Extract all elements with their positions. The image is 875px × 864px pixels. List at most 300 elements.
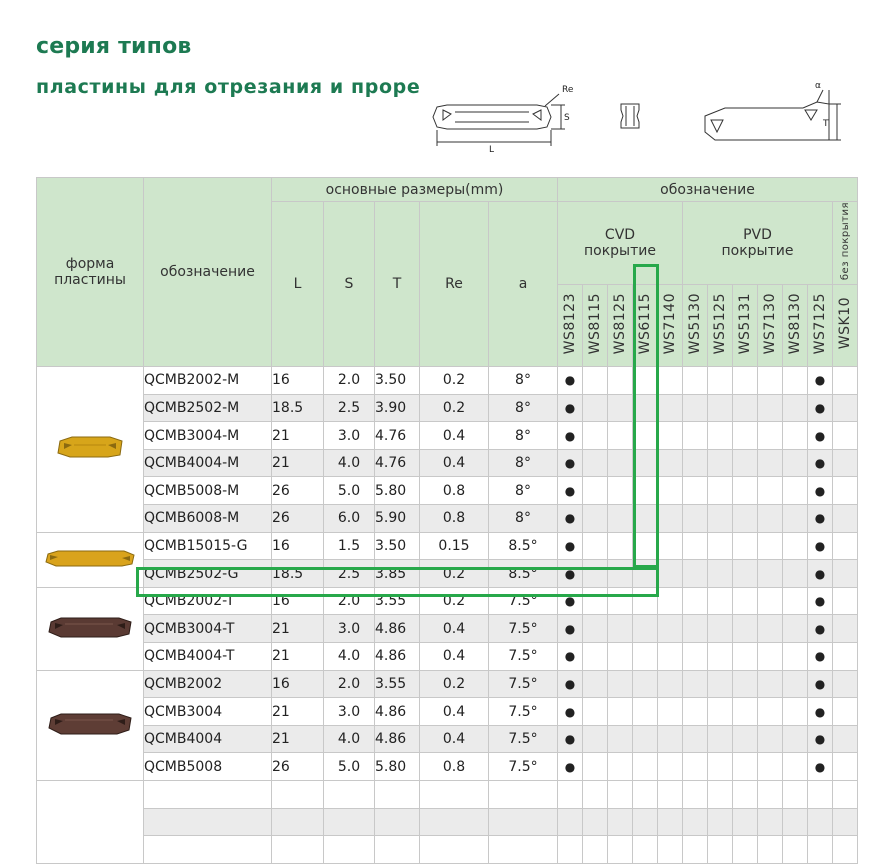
- dim-L-cell: 21: [272, 698, 324, 726]
- dim-Re-cell: 0.4: [420, 449, 489, 477]
- dim-T-cell: 4.86: [375, 725, 420, 753]
- grade-mark-cell: [608, 670, 633, 698]
- grade-mark-cell: ●: [808, 505, 833, 533]
- insert-shape-cell: [37, 670, 144, 780]
- grade-mark-cell: [633, 670, 658, 698]
- grade-mark-cell: [708, 422, 733, 450]
- grade-mark-cell: [833, 532, 858, 560]
- insert-spec-body: [37, 367, 858, 864]
- grade-mark-cell: [708, 449, 733, 477]
- empty-row: [37, 808, 858, 836]
- dim-L-cell: 16: [272, 587, 324, 615]
- grade-mark-cell: [758, 560, 783, 588]
- grade-mark-cell: [608, 615, 633, 643]
- pvd-header: PVD покрытие: [683, 202, 833, 285]
- dim-L-cell: 26: [272, 477, 324, 505]
- grade-mark-cell: [633, 367, 658, 395]
- grade-mark-cell: [758, 422, 783, 450]
- dim-a-cell: 8°: [489, 477, 558, 505]
- grade-mark-cell: [583, 698, 608, 726]
- grade-mark-cell: [758, 587, 783, 615]
- table-row: [37, 587, 858, 615]
- end-view-drawing: [621, 104, 639, 128]
- grade-mark-cell: [833, 753, 858, 781]
- grade-mark-cell: [758, 449, 783, 477]
- grade-mark-cell: [583, 725, 608, 753]
- grade-header: WS8130: [787, 292, 803, 355]
- grade-mark-cell: [783, 532, 808, 560]
- designation-cell: QCMB15015-G: [144, 532, 272, 560]
- grade-mark-cell: [833, 505, 858, 533]
- dim-T-cell: 4.76: [375, 422, 420, 450]
- dim-S-cell: 6.0: [324, 505, 375, 533]
- grade-mark-cell: [683, 532, 708, 560]
- dim-header-a: a: [489, 202, 558, 367]
- brown-insert-image: [47, 613, 133, 641]
- designation-cell: QCMB5008-M: [144, 477, 272, 505]
- grade-mark-cell: [583, 505, 608, 533]
- grade-mark-cell: [658, 670, 683, 698]
- grade-mark-cell: [583, 532, 608, 560]
- grade-mark-cell: [683, 367, 708, 395]
- grade-mark-cell: ●: [558, 725, 583, 753]
- grade-mark-cell: [758, 394, 783, 422]
- insert-dimension-drawings: [425, 80, 865, 160]
- grade-mark-cell: ●: [808, 367, 833, 395]
- l-label: L: [489, 145, 495, 155]
- designation-cell: QCMB2002-M: [144, 367, 272, 395]
- dim-T-cell: 3.50: [375, 367, 420, 395]
- dim-S-cell: 2.0: [324, 670, 375, 698]
- dim-Re-cell: 0.2: [420, 587, 489, 615]
- grade-mark-cell: [658, 725, 683, 753]
- designation-cell: QCMB6008-M: [144, 505, 272, 533]
- grade-mark-cell: [733, 560, 758, 588]
- grade-mark-cell: [683, 394, 708, 422]
- dim-T-cell: 3.55: [375, 670, 420, 698]
- grade-mark-cell: [833, 615, 858, 643]
- grade-mark-cell: [783, 394, 808, 422]
- dim-a-cell: 8.5°: [489, 532, 558, 560]
- designation-cell: QCMB2002: [144, 670, 272, 698]
- grade-mark-cell: [833, 643, 858, 671]
- grade-mark-cell: [733, 587, 758, 615]
- grade-mark-cell: [833, 560, 858, 588]
- grade-mark-cell: [583, 449, 608, 477]
- grade-mark-cell: [633, 753, 658, 781]
- grade-mark-cell: [833, 698, 858, 726]
- table-row: [37, 477, 858, 505]
- grade-mark-cell: ●: [558, 449, 583, 477]
- dim-S-cell: 3.0: [324, 615, 375, 643]
- grade-header: WS7140: [662, 292, 678, 355]
- grade-header: WSK10: [837, 297, 853, 350]
- grade-mark-cell: [833, 725, 858, 753]
- dim-T-cell: 5.80: [375, 477, 420, 505]
- grade-mark-cell: [708, 725, 733, 753]
- dim-S-cell: 5.0: [324, 477, 375, 505]
- dim-Re-cell: 0.8: [420, 753, 489, 781]
- grade-mark-cell: [608, 753, 633, 781]
- grade-mark-cell: [833, 449, 858, 477]
- grade-mark-cell: [758, 698, 783, 726]
- dim-a-cell: 7.5°: [489, 698, 558, 726]
- designation-cell: QCMB4004-T: [144, 643, 272, 671]
- grade-mark-cell: [658, 753, 683, 781]
- grade-mark-cell: [758, 643, 783, 671]
- grade-mark-cell: [633, 643, 658, 671]
- grade-mark-cell: [833, 422, 858, 450]
- form-header: форма пластины: [37, 178, 144, 367]
- table-row: [37, 367, 858, 395]
- dim-T-cell: 4.86: [375, 698, 420, 726]
- grade-mark-cell: ●: [558, 505, 583, 533]
- dim-S-cell: 2.5: [324, 394, 375, 422]
- grade-mark-cell: [608, 560, 633, 588]
- grade-mark-cell: [633, 449, 658, 477]
- grade-mark-cell: [683, 422, 708, 450]
- grade-mark-cell: [608, 394, 633, 422]
- insert-spec-table: [36, 177, 858, 864]
- grade-mark-cell: [758, 753, 783, 781]
- grade-mark-cell: ●: [558, 560, 583, 588]
- dim-header-T: T: [375, 202, 420, 367]
- dim-a-cell: 8°: [489, 367, 558, 395]
- dim-a-cell: 7.5°: [489, 670, 558, 698]
- grade-mark-cell: [733, 698, 758, 726]
- grade-mark-cell: ●: [808, 643, 833, 671]
- grade-mark-cell: [683, 615, 708, 643]
- grade-mark-cell: [733, 532, 758, 560]
- grade-mark-cell: [733, 367, 758, 395]
- grade-mark-cell: ●: [808, 615, 833, 643]
- grade-mark-cell: ●: [808, 422, 833, 450]
- grade-mark-cell: [633, 394, 658, 422]
- table-row: [37, 449, 858, 477]
- empty-row: [37, 836, 858, 864]
- grade-header: WS7130: [762, 292, 778, 355]
- grade-mark-cell: [733, 477, 758, 505]
- grade-mark-cell: ●: [558, 367, 583, 395]
- grade-mark-cell: [683, 670, 708, 698]
- insert-shape-cell: [37, 367, 144, 533]
- table-row: [37, 753, 858, 781]
- alpha-label: α: [815, 81, 821, 91]
- grade-mark-cell: [583, 753, 608, 781]
- dim-Re-cell: 0.2: [420, 560, 489, 588]
- dim-a-cell: 8°: [489, 449, 558, 477]
- grade-mark-cell: ●: [558, 422, 583, 450]
- grade-header: WS8125: [612, 292, 628, 355]
- grade-mark-cell: [658, 560, 683, 588]
- yellow-insert-image: [54, 433, 126, 461]
- grade-mark-cell: [583, 477, 608, 505]
- grade-mark-cell: [583, 394, 608, 422]
- grade-mark-cell: [633, 615, 658, 643]
- grade-mark-cell: [783, 560, 808, 588]
- dim-T-cell: 4.76: [375, 449, 420, 477]
- grade-mark-cell: [833, 394, 858, 422]
- dim-a-cell: 7.5°: [489, 615, 558, 643]
- designation-cell: QCMB5008: [144, 753, 272, 781]
- grade-group-header: обозначение: [558, 178, 858, 202]
- grade-mark-cell: [658, 394, 683, 422]
- grade-mark-cell: [683, 753, 708, 781]
- grade-header: WS8115: [587, 292, 603, 355]
- grade-mark-cell: [833, 670, 858, 698]
- grade-mark-cell: ●: [558, 532, 583, 560]
- grade-header: WS5130: [687, 292, 703, 355]
- grade-mark-cell: [583, 643, 608, 671]
- main-dims-header: основные размеры(mm): [272, 178, 558, 202]
- designation-cell: QCMB2502-G: [144, 560, 272, 588]
- dim-a-cell: 8°: [489, 394, 558, 422]
- dim-a-cell: 8°: [489, 505, 558, 533]
- grade-header: WS8123: [562, 292, 578, 355]
- grade-mark-cell: [783, 449, 808, 477]
- grade-mark-cell: [683, 698, 708, 726]
- grade-mark-cell: [733, 615, 758, 643]
- designation-cell: QCMB2502-M: [144, 394, 272, 422]
- grade-mark-cell: [733, 643, 758, 671]
- grade-mark-cell: [708, 753, 733, 781]
- grade-mark-cell: ●: [808, 753, 833, 781]
- grade-mark-cell: ●: [808, 587, 833, 615]
- designation-cell: QCMB2002-T: [144, 587, 272, 615]
- dim-T-cell: 4.86: [375, 615, 420, 643]
- grade-mark-cell: ●: [558, 615, 583, 643]
- dim-S-cell: 5.0: [324, 753, 375, 781]
- dim-L-cell: 18.5: [272, 560, 324, 588]
- grade-mark-cell: [633, 560, 658, 588]
- grade-mark-cell: [833, 477, 858, 505]
- grade-mark-cell: [733, 670, 758, 698]
- dim-Re-cell: 0.8: [420, 505, 489, 533]
- grade-mark-cell: [733, 725, 758, 753]
- grade-mark-cell: [683, 560, 708, 588]
- grade-mark-cell: [608, 725, 633, 753]
- dim-L-cell: 21: [272, 422, 324, 450]
- re-label: Re: [562, 85, 574, 95]
- dim-L-cell: 16: [272, 670, 324, 698]
- designation-cell: QCMB3004: [144, 698, 272, 726]
- grade-mark-cell: [683, 449, 708, 477]
- dim-T-cell: 3.55: [375, 587, 420, 615]
- grade-mark-cell: [683, 477, 708, 505]
- grade-mark-cell: [608, 422, 633, 450]
- dim-T-cell: 3.50: [375, 532, 420, 560]
- dim-T-cell: 5.80: [375, 753, 420, 781]
- dim-S-cell: 4.0: [324, 643, 375, 671]
- dim-a-cell: 8°: [489, 422, 558, 450]
- grade-mark-cell: [783, 698, 808, 726]
- grade-mark-cell: [683, 505, 708, 533]
- grade-mark-cell: [658, 505, 683, 533]
- dim-S-cell: 1.5: [324, 532, 375, 560]
- grade-mark-cell: [708, 394, 733, 422]
- grade-mark-cell: [758, 615, 783, 643]
- insert-shape-cell: [37, 532, 144, 587]
- grade-mark-cell: ●: [808, 560, 833, 588]
- dim-S-cell: 2.0: [324, 587, 375, 615]
- dim-L-cell: 16: [272, 367, 324, 395]
- grade-mark-cell: [658, 587, 683, 615]
- yellow-insert-image: [44, 546, 136, 570]
- grade-mark-cell: [583, 422, 608, 450]
- table-row: [37, 505, 858, 533]
- grade-mark-cell: ●: [558, 698, 583, 726]
- grade-mark-cell: [658, 477, 683, 505]
- grade-mark-cell: [733, 422, 758, 450]
- brown-insert-image: [47, 708, 133, 738]
- uncoated-header: без покрытия: [833, 202, 858, 285]
- grade-mark-cell: ●: [808, 394, 833, 422]
- grade-mark-cell: [783, 643, 808, 671]
- grade-mark-cell: [633, 505, 658, 533]
- t-label: T: [823, 119, 829, 129]
- dim-a-cell: 7.5°: [489, 587, 558, 615]
- grade-mark-cell: [833, 587, 858, 615]
- grade-mark-cell: [608, 532, 633, 560]
- designation-cell: QCMB3004-T: [144, 615, 272, 643]
- table-row: [37, 670, 858, 698]
- grade-mark-cell: ●: [808, 725, 833, 753]
- grade-header: WS7125: [812, 292, 828, 355]
- grade-mark-cell: ●: [808, 449, 833, 477]
- grade-header: WS5125: [712, 292, 728, 355]
- grade-mark-cell: [608, 477, 633, 505]
- table-row: [37, 532, 858, 560]
- grade-mark-cell: [708, 477, 733, 505]
- grade-mark-cell: [633, 587, 658, 615]
- grade-mark-cell: [708, 615, 733, 643]
- grade-mark-cell: [583, 615, 608, 643]
- dim-Re-cell: 0.2: [420, 367, 489, 395]
- dim-S-cell: 3.0: [324, 698, 375, 726]
- grade-mark-cell: [658, 449, 683, 477]
- dim-L-cell: 26: [272, 505, 324, 533]
- grade-mark-cell: ●: [808, 532, 833, 560]
- dim-Re-cell: 0.8: [420, 477, 489, 505]
- dim-a-cell: 8.5°: [489, 560, 558, 588]
- dim-T-cell: 5.90: [375, 505, 420, 533]
- dim-Re-cell: 0.4: [420, 725, 489, 753]
- dim-Re-cell: 0.15: [420, 532, 489, 560]
- grade-mark-cell: [633, 422, 658, 450]
- dim-S-cell: 2.0: [324, 367, 375, 395]
- grade-mark-cell: [708, 643, 733, 671]
- table-row: [37, 560, 858, 588]
- dim-L-cell: 26: [272, 753, 324, 781]
- dim-L-cell: 18.5: [272, 394, 324, 422]
- grade-mark-cell: [758, 367, 783, 395]
- table-row: [37, 698, 858, 726]
- grade-mark-cell: [633, 725, 658, 753]
- grade-mark-cell: [658, 422, 683, 450]
- grade-mark-cell: [783, 615, 808, 643]
- grade-mark-cell: [583, 587, 608, 615]
- grade-mark-cell: ●: [558, 587, 583, 615]
- grade-mark-cell: [758, 670, 783, 698]
- grade-mark-cell: ●: [558, 477, 583, 505]
- grade-mark-cell: [708, 532, 733, 560]
- side-view-drawing: [705, 90, 841, 140]
- dim-T-cell: 3.85: [375, 560, 420, 588]
- grade-mark-cell: [758, 505, 783, 533]
- dim-T-cell: 4.86: [375, 643, 420, 671]
- dim-S-cell: 3.0: [324, 422, 375, 450]
- grade-mark-cell: [633, 698, 658, 726]
- dim-a-cell: 7.5°: [489, 753, 558, 781]
- grade-mark-cell: [608, 505, 633, 533]
- grade-header: WS5131: [737, 292, 753, 355]
- empty-row: [37, 781, 858, 809]
- grade-mark-cell: [733, 449, 758, 477]
- cvd-header: CVD покрытие: [558, 202, 683, 285]
- grade-mark-cell: [783, 367, 808, 395]
- grade-mark-cell: [783, 422, 808, 450]
- grade-mark-cell: [708, 698, 733, 726]
- dim-L-cell: 16: [272, 532, 324, 560]
- grade-mark-cell: [683, 725, 708, 753]
- grade-mark-cell: [633, 477, 658, 505]
- grade-mark-cell: [833, 367, 858, 395]
- grade-mark-cell: [708, 560, 733, 588]
- dim-T-cell: 3.90: [375, 394, 420, 422]
- grade-mark-cell: [733, 394, 758, 422]
- grade-mark-cell: ●: [558, 753, 583, 781]
- grade-mark-cell: ●: [558, 394, 583, 422]
- grade-mark-cell: [658, 532, 683, 560]
- grade-mark-cell: [758, 477, 783, 505]
- grade-mark-cell: [758, 725, 783, 753]
- grade-mark-cell: [733, 753, 758, 781]
- dim-S-cell: 4.0: [324, 725, 375, 753]
- dim-Re-cell: 0.4: [420, 698, 489, 726]
- page-title: серия типов: [36, 34, 192, 59]
- dim-L-cell: 21: [272, 643, 324, 671]
- dim-header-Re: Re: [420, 202, 489, 367]
- grade-mark-cell: [633, 532, 658, 560]
- dim-Re-cell: 0.4: [420, 422, 489, 450]
- designation-cell: QCMB4004-M: [144, 449, 272, 477]
- table-row: [37, 422, 858, 450]
- grade-mark-cell: [608, 698, 633, 726]
- dim-L-cell: 21: [272, 449, 324, 477]
- grade-mark-cell: [783, 725, 808, 753]
- table-row: [37, 394, 858, 422]
- dim-Re-cell: 0.2: [420, 394, 489, 422]
- dim-header-L: L: [272, 202, 324, 367]
- designation-cell: QCMB4004: [144, 725, 272, 753]
- dim-Re-cell: 0.2: [420, 670, 489, 698]
- dim-a-cell: 7.5°: [489, 643, 558, 671]
- grade-mark-cell: [683, 643, 708, 671]
- grade-mark-cell: [683, 587, 708, 615]
- page-subtitle: пластины для отрезания и проре: [36, 76, 421, 98]
- grade-mark-cell: [583, 560, 608, 588]
- dim-L-cell: 21: [272, 615, 324, 643]
- grade-mark-cell: [708, 670, 733, 698]
- grade-mark-cell: ●: [808, 670, 833, 698]
- dim-Re-cell: 0.4: [420, 643, 489, 671]
- insert-shape-cell: [37, 587, 144, 670]
- grade-mark-cell: ●: [808, 698, 833, 726]
- dim-L-cell: 21: [272, 725, 324, 753]
- table-row: [37, 643, 858, 671]
- table-row: [37, 615, 858, 643]
- grade-mark-cell: [783, 505, 808, 533]
